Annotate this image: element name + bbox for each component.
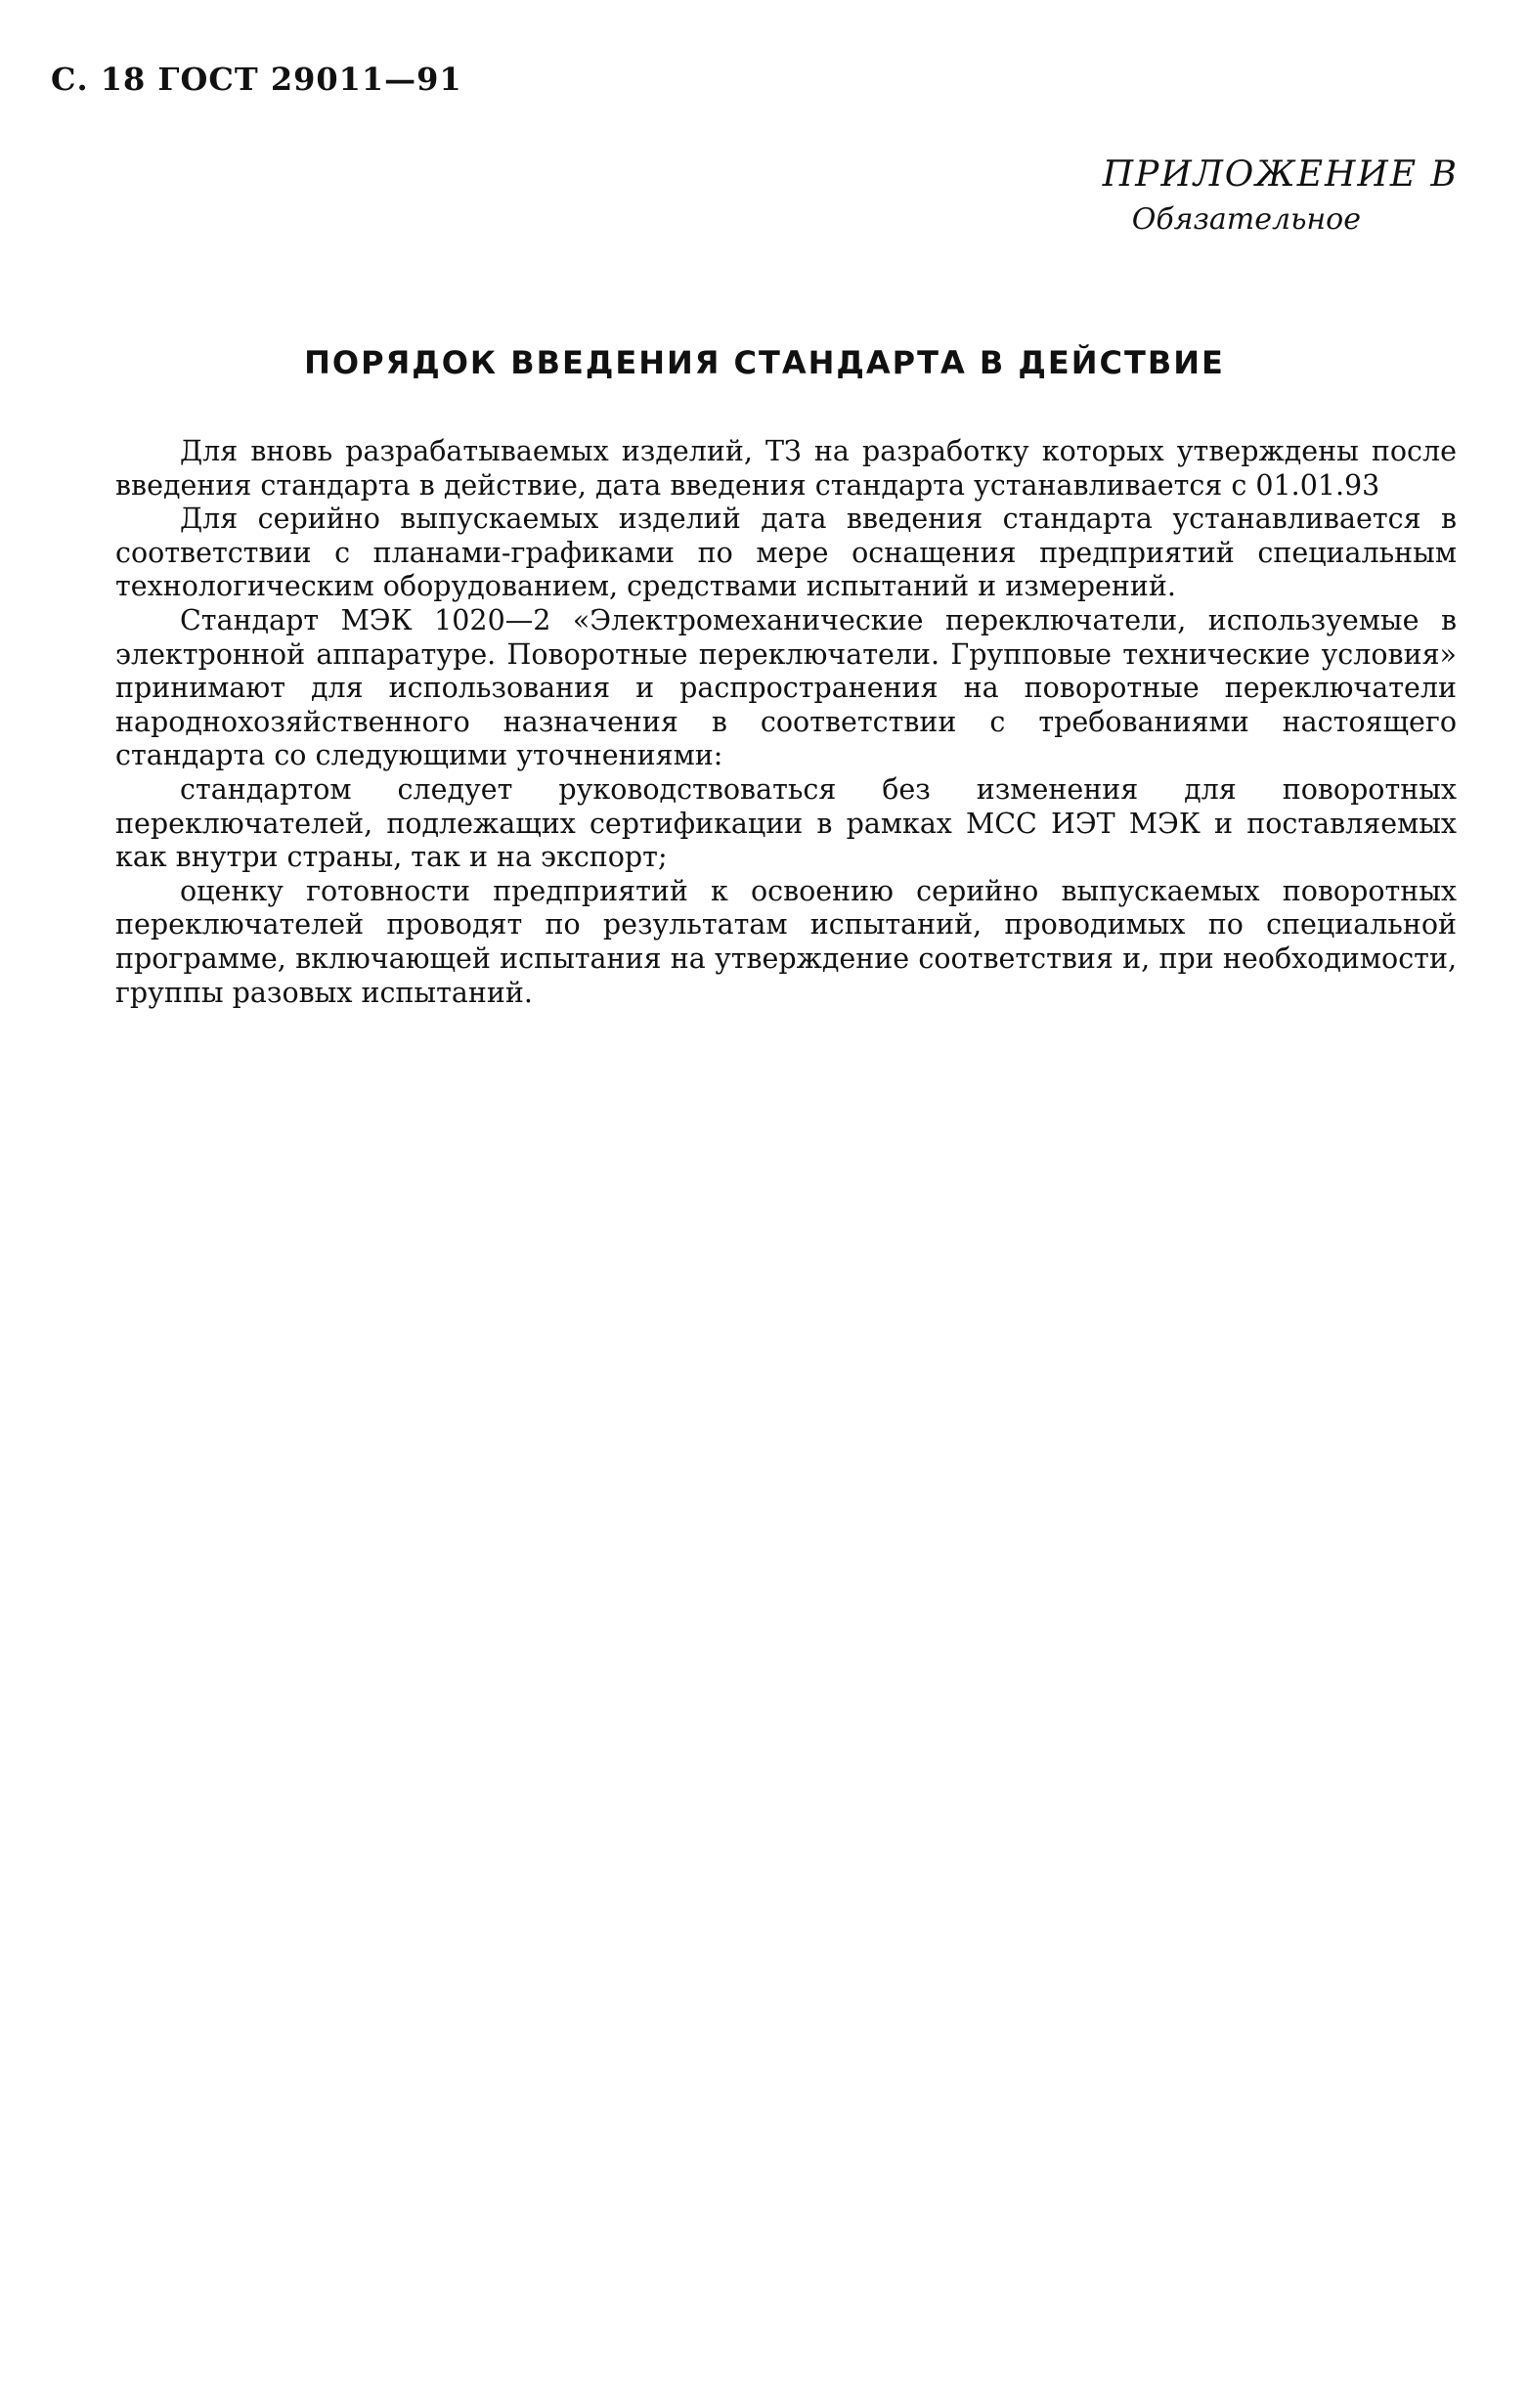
paragraph: Для серийно выпускаемых изделий дата введения стандарта устанавливается в соответствии с планами-графиками по мере оснащения предприятий специальным технологическим оборудованием, средствами испытаний и измерений. (115, 503, 1457, 603)
appendix-block (1103, 152, 1459, 241)
page-header: С. 18 ГОСТ 29011—91 (51, 61, 462, 98)
paragraph: стандартом следует руководствоваться без изменения для поворотных переключателей, подлежащих сертификации в рамках МСС ИЭТ МЭК и поставляемых как внутри страны, так и на экспорт; (115, 772, 1457, 874)
body-text (115, 435, 1457, 1010)
paragraph: Для вновь разрабатываемых изделий, ТЗ на разработку которых утверждены после введения стандарта в действие, дата введения стандарта устанавливается с 01.01.93 (115, 435, 1457, 502)
appendix-label: ПРИЛОЖЕНИЕ В (1102, 154, 1459, 195)
paragraph: Стандарт МЭК 1020—2 «Электромеханические переключатели, используемые в электронной аппаратуре. Поворотные переключатели. Групповые технические условия» принимают для использования и распространения на поворотные переключатели народнохозяйственного назначения в соответствии с требованиями настоящего стандарта со следующими уточнениями: (115, 603, 1457, 772)
appendix-status: Обязательное (1131, 202, 1361, 237)
paragraph: оценку готовности предприятий к освоению серийно выпускаемых поворотных переключателей проводят по результатам испытаний, проводимых по специальной программе, включающей испытания на утверждение соответствия и, при необходимости, группы разовых испытаний. (115, 874, 1457, 1009)
section-title: ПОРЯДОК ВВЕДЕНИЯ СТАНДАРТА В ДЕЙСТВИЕ (304, 344, 1225, 381)
